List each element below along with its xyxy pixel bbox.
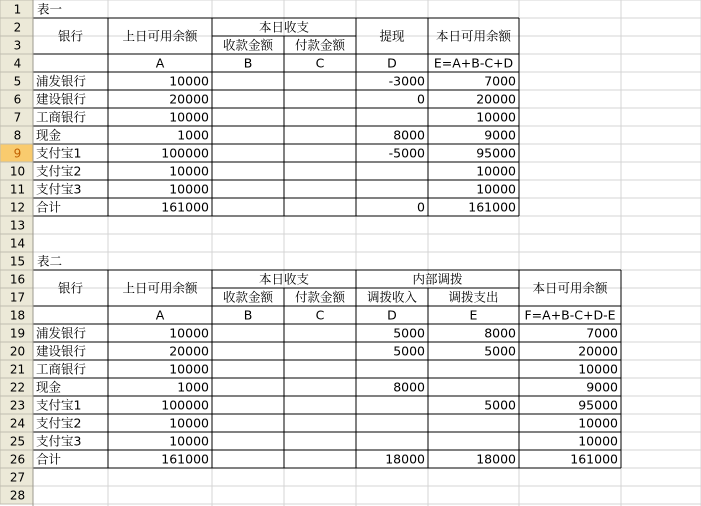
table1-header-receipts: 收款金额 (222, 37, 274, 53)
table2-code-cell: D (387, 307, 397, 323)
table2-value-cell: 100000 (161, 397, 209, 413)
table1-code-cell: D (387, 55, 397, 71)
table2-bank-cell: 支付宝1 (36, 397, 82, 413)
table2-bank-cell: 现金 (36, 379, 62, 395)
table2-bank-cell: 支付宝3 (36, 433, 82, 449)
table1-value-cell: 100000 (161, 145, 209, 161)
row-header-label: 22 (9, 380, 26, 395)
table2-header-today-balance: 本日可用余额 (532, 280, 608, 296)
table2-value-cell: 8000 (484, 325, 516, 341)
table1-value-cell: 10000 (476, 109, 516, 125)
row-header-label: 15 (9, 254, 26, 269)
table1-value-cell: 10000 (169, 109, 209, 125)
table2-value-cell: 5000 (393, 325, 425, 341)
table2-value-cell: 7000 (586, 325, 618, 341)
row-header-label: 27 (9, 470, 26, 485)
table1-code-cell: A (155, 55, 165, 71)
table1-code-cell: E=A+B-C+D (433, 55, 514, 71)
table1-value-cell: 9000 (484, 127, 516, 143)
table2-title: 表二 (37, 253, 63, 269)
table2-value-cell: 10000 (578, 361, 618, 377)
row-header-label: 11 (9, 182, 26, 197)
row-header-label: 25 (9, 434, 26, 449)
table2-value-cell: 20000 (169, 343, 209, 359)
table1-bank-cell: 建设银行 (36, 91, 87, 107)
table1-value-cell: 20000 (169, 91, 209, 107)
row-header-label: 7 (13, 110, 22, 125)
table2-header-transfer-out: 调拨支出 (448, 289, 499, 305)
row-header-label: 12 (9, 200, 26, 215)
row-header-label: 17 (9, 290, 26, 305)
table2-value-cell: 10000 (169, 415, 209, 431)
row-header-label: 13 (9, 218, 26, 233)
row-header-label: 4 (13, 56, 22, 71)
table1-value-cell: 10000 (476, 163, 516, 179)
table2-value-cell: 18000 (476, 451, 516, 467)
table1-value-cell: 10000 (169, 163, 209, 179)
table2-bank-cell: 浦发银行 (36, 325, 87, 341)
table1-value-cell: 10000 (476, 181, 516, 197)
table1-header-withdraw: 提现 (379, 28, 405, 44)
table1-bank-cell: 合计 (36, 199, 62, 215)
table1-value-cell: 161000 (161, 199, 209, 215)
table1-code-cell: B (243, 55, 253, 71)
row-header-label: 6 (13, 92, 22, 107)
table2-header-transfer-in: 调拨收入 (366, 289, 418, 305)
table1-bank-cell: 浦发银行 (36, 73, 87, 89)
table1-value-cell: 7000 (484, 73, 516, 89)
table2-header-internal-transfer: 内部调拨 (412, 271, 463, 287)
table2-value-cell: 161000 (570, 451, 618, 467)
row-header-label: 3 (13, 38, 22, 53)
table2-header-receipts: 收款金额 (222, 289, 274, 305)
table1-value-cell: -3000 (388, 73, 425, 89)
table2-header-bank: 银行 (57, 280, 84, 296)
table1-header-bank: 银行 (57, 28, 84, 44)
row-header-label: 10 (9, 164, 26, 179)
table2-value-cell: 9000 (586, 379, 618, 395)
row-header-label: 1 (13, 2, 22, 17)
table1-code-cell: C (315, 55, 325, 71)
table1-value-cell: 10000 (169, 181, 209, 197)
row-header-label: 19 (9, 326, 26, 341)
table2-bank-cell: 支付宝2 (36, 415, 82, 431)
row-header-label: 28 (9, 488, 26, 503)
table1-value-cell: 20000 (476, 91, 516, 107)
table2-value-cell: 5000 (393, 343, 425, 359)
table1-header-prev-balance: 上日可用余额 (122, 28, 198, 44)
table2-value-cell: 8000 (393, 379, 425, 395)
table2-value-cell: 161000 (161, 451, 209, 467)
row-header-label: 21 (9, 362, 26, 377)
table1-bank-cell: 现金 (36, 127, 62, 143)
table1-value-cell: 0 (417, 199, 425, 215)
table1-value-cell: 1000 (177, 127, 209, 143)
table2-value-cell: 10000 (169, 361, 209, 377)
row-header-label: 14 (9, 236, 26, 251)
row-header-label: 5 (13, 74, 22, 89)
table2-value-cell: 10000 (578, 415, 618, 431)
table1-value-cell: -5000 (388, 145, 425, 161)
table2-value-cell: 1000 (177, 379, 209, 395)
table1-title: 表一 (37, 1, 63, 17)
table2-value-cell: 5000 (484, 343, 516, 359)
row-header-label: 24 (9, 416, 26, 431)
table2-bank-cell: 建设银行 (36, 343, 87, 359)
table2-code-cell: C (315, 307, 325, 323)
table2-value-cell: 20000 (578, 343, 618, 359)
table1-header-today-balance: 本日可用余额 (435, 28, 512, 44)
table2-value-cell: 95000 (578, 397, 618, 413)
table2-value-cell: 10000 (169, 433, 209, 449)
table1-value-cell: 161000 (468, 199, 516, 215)
row-header-label: 23 (9, 398, 26, 413)
table2-bank-cell: 合计 (36, 451, 62, 467)
table1-header-payments: 付款金额 (294, 37, 346, 53)
table2-value-cell: 10000 (578, 433, 618, 449)
table2-header-today-in-out: 本日收支 (258, 271, 310, 287)
table2-value-cell: 10000 (169, 325, 209, 341)
table1-value-cell: 0 (417, 91, 425, 107)
table1-value-cell: 10000 (169, 73, 209, 89)
row-header-label: 8 (13, 128, 22, 143)
table2-bank-cell: 工商银行 (36, 361, 87, 377)
table1-bank-cell: 支付宝3 (36, 181, 82, 197)
row-header-label: 26 (9, 452, 26, 467)
table2-code-cell: E (469, 307, 478, 323)
table2-value-cell: 5000 (484, 397, 516, 413)
table1-bank-cell: 支付宝2 (36, 163, 82, 179)
table1-bank-cell: 支付宝1 (36, 145, 82, 161)
table2-code-cell: F=A+B-C+D-E (524, 307, 616, 323)
table1-bank-cell: 工商银行 (36, 109, 87, 125)
table2-code-cell: A (155, 307, 165, 323)
table2-code-cell: B (243, 307, 253, 323)
row-header-label: 9 (13, 146, 22, 161)
table2-header-payments: 付款金额 (294, 289, 346, 305)
table2-header-prev-balance: 上日可用余额 (122, 280, 198, 296)
table2-value-cell: 18000 (385, 451, 425, 467)
table1-header-today-in-out: 本日收支 (258, 19, 310, 35)
row-header-label: 20 (9, 344, 26, 359)
table1-value-cell: 8000 (393, 127, 425, 143)
table1-value-cell: 95000 (476, 145, 516, 161)
row-header-label: 2 (13, 20, 22, 35)
row-header-label: 18 (9, 308, 26, 323)
row-header-label: 16 (9, 272, 26, 287)
